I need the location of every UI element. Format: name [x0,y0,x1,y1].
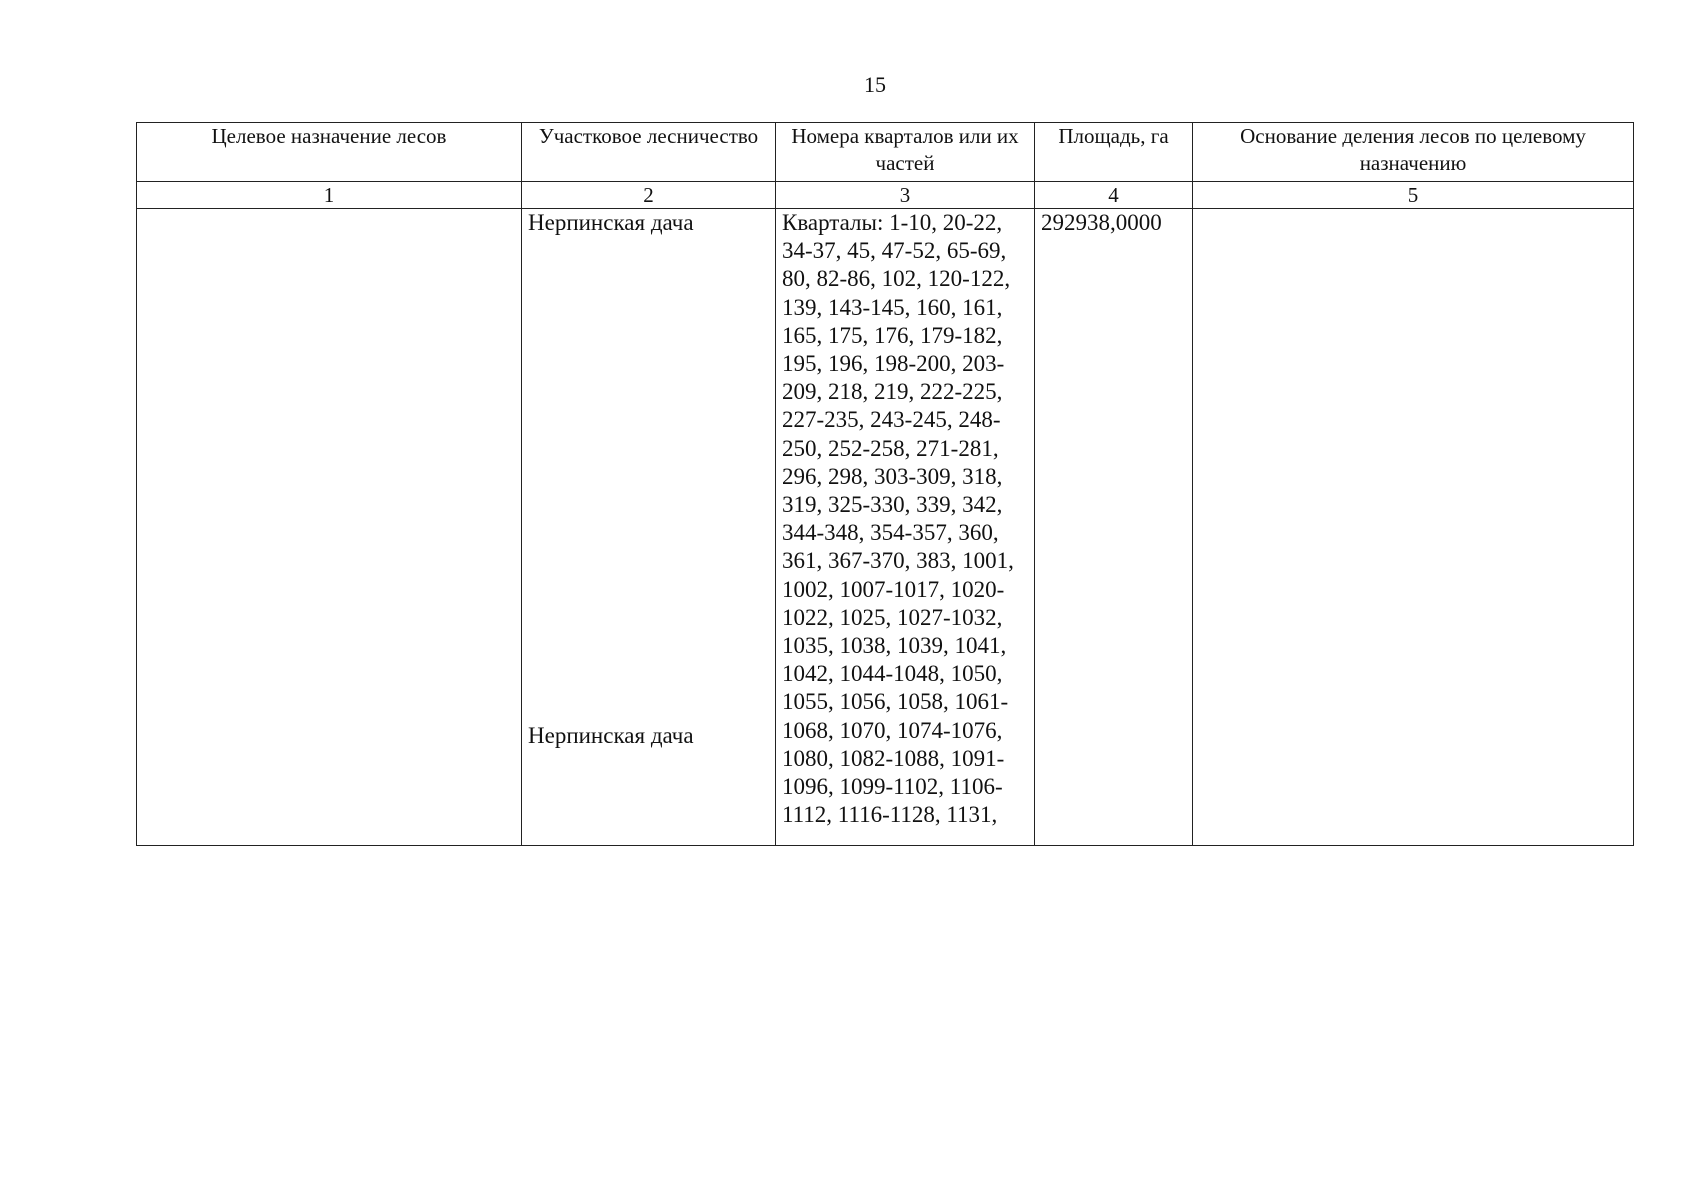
column-number-row [137,182,1634,209]
header-quarters: Номера кварталов или их частей [776,123,1035,182]
forest-purpose-table [136,122,1634,846]
cell-purpose [137,209,522,846]
column-number-3: 3 [776,182,1035,209]
column-number-2: 2 [522,182,776,209]
cell-quarters: Кварталы: 1-10, 20-22, 34-37, 45, 47-52, 65-69, 80, 82-86, 102, 120-122, 139, 143-145, 160, 161, 165, 175, 176, 179-182, 195, 196, 198-200, 203-209, 218, 219, 222-225, 227-235, 243-245, 248-250, 252-258, 271-281, 296, 298, 303-309, 318, 319, 325-330, 339, 342, 344-348, 354-357, 360, 361, 367-370, 383, 1001, 1002, 1007-1017, 1020-1022, 1025, 1027-1032, 1035, 1038, 1039, 1041, 1042, 1044-1048, 1050, 1055, 1056, 1058, 1061-1068, 1070, 1074-1076, 1080, 1082-1088, 1091-1096, 1099-1102, 1106-1112, 1116-1128, 1131, [776,209,1035,846]
cell-forestry-repeat: Нерпинская дача [528,723,694,748]
header-row [137,123,1634,182]
page-number: 15 [864,72,886,97]
header-purpose: Целевое назначение лесов [137,123,522,182]
header-area: Площадь, га [1035,123,1193,182]
header-forestry: Участковое лесничество [522,123,776,182]
column-number-4: 4 [1035,182,1193,209]
cell-area: 292938,0000 [1035,209,1193,846]
column-number-5: 5 [1193,182,1634,209]
column-number-1: 1 [137,182,522,209]
cell-basis [1193,209,1634,846]
table-row [137,209,1634,846]
cell-forestry: Нерпинская дача [522,209,776,846]
header-basis: Основание деления лесов по целевому назначению [1193,123,1634,182]
